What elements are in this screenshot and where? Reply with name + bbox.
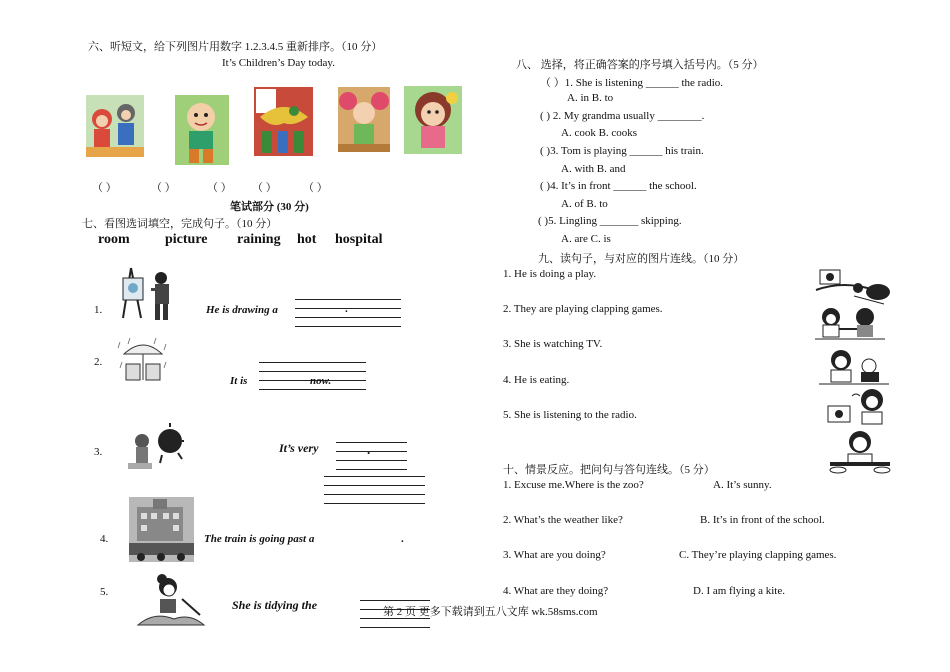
choice-options-5: A. are C. is (561, 233, 611, 245)
answer-line (295, 326, 401, 327)
answer-line (360, 627, 430, 628)
choice-question-4: ( )4. It’s in front ______ the school. (540, 180, 697, 192)
match-picture-5 (826, 428, 894, 474)
order-blank-2[interactable]: （ ） (151, 182, 176, 194)
children-day-picture-2 (175, 95, 229, 165)
answer-line (295, 317, 401, 318)
match-sentence-2: 2. They are playing clapping games. (503, 303, 663, 315)
match-sentence-3: 3. She is watching TV. (503, 338, 603, 350)
fill-item-5-number: 5. (100, 586, 109, 598)
children-day-picture-3 (254, 87, 313, 156)
fill-item-4-number: 4. (100, 533, 109, 545)
situation-question-4: 4. What are they doing? (503, 585, 609, 597)
section8-title: 八、 选择，将正确答案的序号填入括号内。（5 分） (516, 59, 764, 71)
fill-item-2-text: It is (230, 375, 248, 387)
drawing-picture-illustration (117, 264, 177, 320)
hospital-train-illustration (129, 497, 194, 562)
answer-line (336, 451, 407, 452)
choice-question-5: ( )5. Lingling _______ skipping. (538, 215, 682, 227)
hot-weather-illustration (120, 423, 184, 473)
match-picture-3 (815, 346, 893, 386)
match-picture-4 (822, 386, 894, 428)
children-day-picture-4 (338, 87, 390, 152)
order-blank-5[interactable]: （ ） (303, 182, 328, 194)
fill-item-4-end: . (401, 533, 404, 545)
choice-options-3: A. with B. and (561, 163, 626, 175)
answer-line (295, 299, 401, 300)
fill-item-2-number: 2. (94, 356, 103, 368)
choice-question-1: （ ）1. She is listening ______ the radio. (540, 77, 724, 89)
match-sentence-1: 1. He is doing a play. (503, 268, 597, 280)
answer-line (324, 503, 425, 504)
choice-question-3: ( )3. Tom is playing ______ his train. (540, 145, 704, 157)
choice-question-2: ( ) 2. My grandma usually ________. (540, 110, 705, 122)
fill-item-1-text: He is drawing a (206, 304, 278, 316)
fill-item-4-text: The train is going past a (204, 533, 315, 545)
situation-question-1: 1. Excuse me.Where is the zoo? (503, 479, 644, 491)
answer-line (295, 308, 401, 309)
answer-line (336, 469, 407, 470)
situation-answer-b: B. It’s in front of the school. (700, 514, 825, 526)
raining-illustration (116, 336, 170, 386)
page-footer: 第 2 页 更多下载请到五八文库 wk.58sms.com (383, 606, 598, 618)
answer-line (336, 442, 407, 443)
situation-answer-c: C. They’re playing clapping games. (679, 549, 837, 561)
fill-item-3-end: . (367, 442, 371, 457)
situation-question-3: 3. What are you doing? (503, 549, 606, 561)
situation-answer-d: D. I am flying a kite. (693, 585, 785, 597)
fill-item-3-text: It’s very (279, 441, 319, 455)
order-blank-1[interactable]: （ ） (92, 182, 117, 194)
section7-title: 七、看图选词填空，完成句子。（10 分） (82, 218, 278, 230)
section9-title: 九、读句子，与对应的图片连线。（10 分） (538, 253, 745, 265)
section6-title: 六、听短文，给下列图片用数字 1.2.3.4.5 重新排序。（10 分） (88, 41, 383, 53)
word-option-picture: picture (165, 232, 208, 247)
situation-question-2: 2. What’s the weather like? (503, 514, 623, 526)
match-sentence-4: 4. He is eating. (503, 374, 570, 386)
word-option-raining: raining (237, 232, 281, 247)
answer-line (324, 494, 425, 495)
fill-item-2-end: now. (310, 375, 332, 387)
order-blank-3[interactable]: （ ） (207, 182, 232, 194)
order-blank-4[interactable]: （ ） (252, 182, 277, 194)
section10-title: 十、情景反应。把问句与答句连线。（5 分） (503, 464, 715, 476)
choice-options-1: A. in B. to (567, 92, 614, 104)
match-picture-1 (814, 266, 894, 308)
answer-line (324, 485, 425, 486)
fill-item-5-text: She is tidying the (232, 598, 318, 612)
fill-item-1-number: 1. (94, 304, 103, 316)
word-option-hospital: hospital (335, 232, 383, 247)
fill-item-3-number: 3. (94, 446, 103, 458)
children-day-picture-1 (86, 95, 144, 157)
word-option-hot: hot (297, 232, 317, 247)
tidying-room-illustration (134, 569, 206, 633)
match-picture-2 (811, 305, 889, 345)
word-option-room: room (98, 232, 130, 247)
answer-line (259, 389, 366, 390)
choice-options-2: A. cook B. cooks (561, 127, 638, 139)
answer-line (360, 600, 430, 601)
choice-options-4: A. of B. to (561, 198, 608, 210)
fill-item-1-end: . (345, 303, 348, 315)
answer-line (336, 460, 407, 461)
situation-answer-a: A. It’s sunny. (713, 479, 772, 491)
answer-line (324, 476, 425, 477)
written-section-title: 笔试部分 (30 分) (230, 201, 309, 213)
section6-subtitle: It’s Children’s Day today. (222, 57, 335, 69)
answer-line (259, 362, 366, 363)
match-sentence-5: 5. She is listening to the radio. (503, 409, 637, 421)
children-day-picture-5 (404, 86, 462, 154)
answer-line (259, 371, 366, 372)
